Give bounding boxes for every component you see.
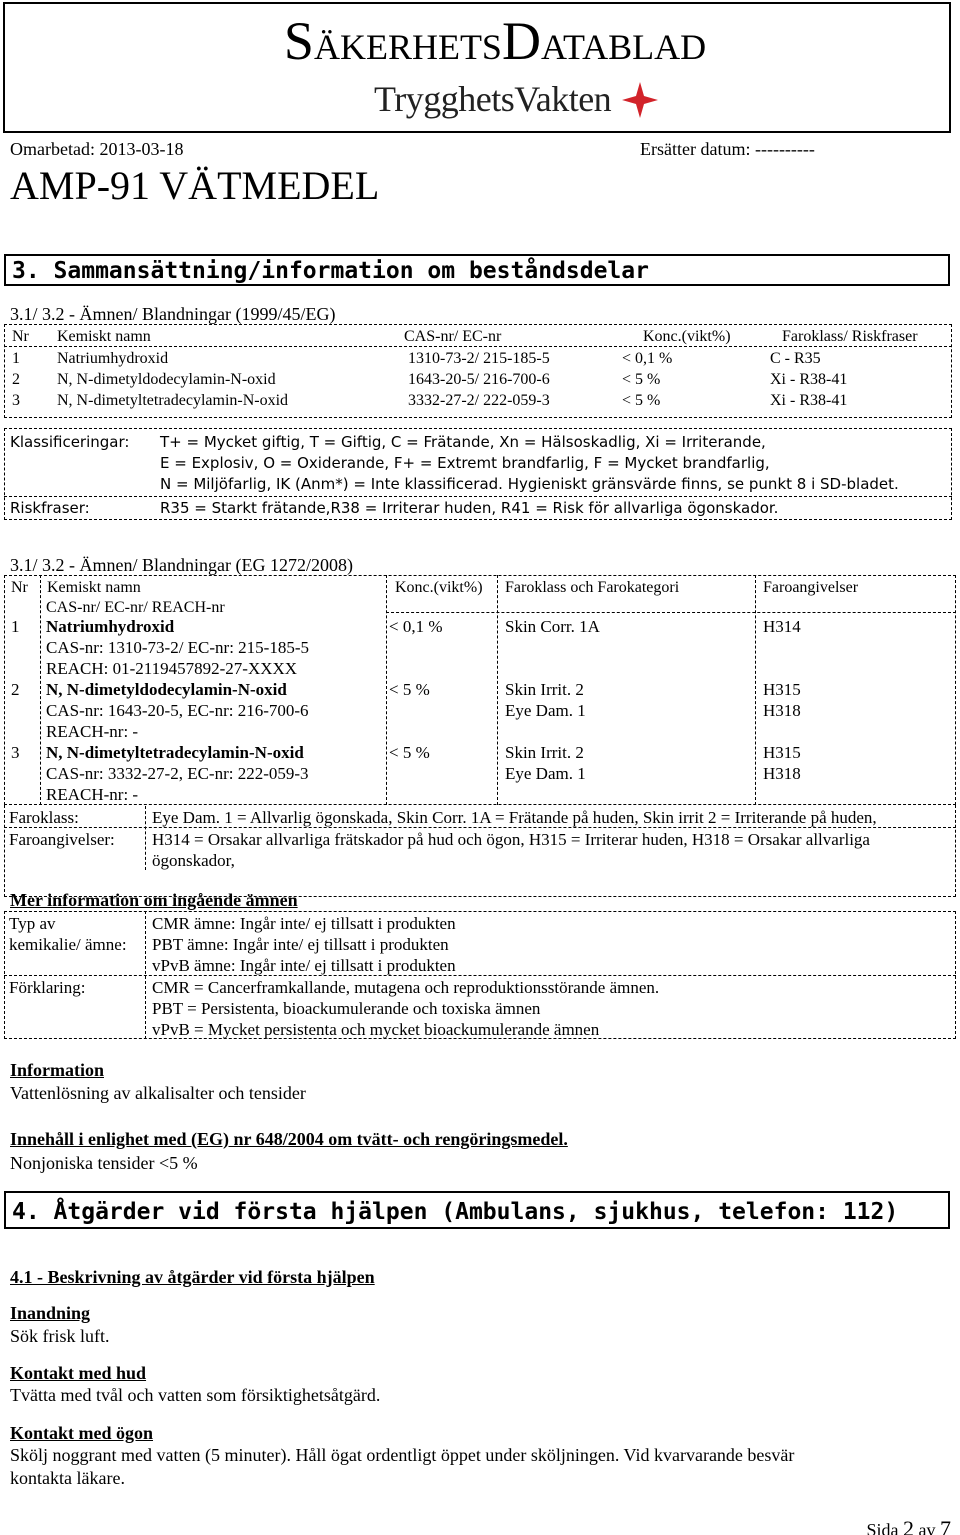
table1-row2-konc: < 5 %: [622, 371, 661, 388]
table2-row3-name: N, N-dimetyltetradecylamin-N-oxid: [46, 743, 304, 762]
table2-row2-h2: H318: [763, 701, 801, 720]
table2-row3-konc: < 5 %: [389, 743, 430, 762]
table1-row1-cas: 1310-73-2/ 215-185-5: [408, 350, 550, 367]
table2-row3-cas: CAS-nr: 3332-27-2, EC-nr: 222-059-3: [46, 764, 309, 783]
table1-row3-name: N, N-dimetyltetradecylamin-N-oxid: [57, 392, 289, 409]
table2-header-konc: Konc.(vikt%): [395, 579, 483, 596]
table2-row3-klass2: Eye Dam. 1: [505, 764, 586, 783]
table2-row3-h2: H318: [763, 764, 801, 783]
typ-line-pbt: PBT ämne: Ingår inte/ ej tillsatt i produkten: [152, 935, 449, 954]
ogon-heading-text: Kontakt med ögon: [10, 1423, 154, 1443]
inandning-heading-text: Inandning: [10, 1303, 91, 1323]
klassificeringar-line1: T+ = Mycket giftig, T = Giftig, C = Frätande, Xn = Hälsoskadlig, Xi = Irriterande,: [160, 433, 766, 451]
title-letter-d: D: [501, 11, 541, 71]
table1-header-cas: CAS-nr/ EC-nr: [404, 328, 502, 345]
table2-row1-cas: CAS-nr: 1310-73-2/ EC-nr: 215-185-5: [46, 638, 310, 657]
typ-line-cmr: CMR ämne: Ingår inte/ ej tillsatt i produkten: [152, 914, 456, 933]
page-sida-label: Sida: [866, 1520, 903, 1535]
table1-row1-name: Natriumhydroxid: [57, 350, 169, 367]
page-current: 2: [903, 1516, 914, 1535]
ogon-heading: [10, 1422, 153, 1444]
faroklass-label: Faroklass:: [9, 808, 79, 827]
brand-logo-text: TrygghetsVakten: [374, 79, 612, 119]
ogon-text-line2: kontakta läkare.: [10, 1468, 125, 1488]
table2-row1-name: Natriumhydroxid: [46, 617, 175, 636]
typ-label-1: Typ av: [9, 914, 56, 933]
hud-text: Tvätta med tvål och vatten som försiktighetsåtgärd.: [10, 1385, 381, 1405]
table2-row3-nr: 3: [11, 743, 20, 762]
table1-header-name: Kemiskt namn: [57, 328, 151, 345]
table1-row2-klass: Xi - R38-41: [770, 371, 848, 388]
forklaring-line-pbt: PBT = Persistenta, bioackumulerande och toxiska ämnen: [152, 999, 541, 1018]
faroangivelser-label: Faroangivelser:: [9, 830, 115, 849]
table1-row1-nr: 1: [12, 350, 20, 367]
table1-row1-konc: < 0,1 %: [622, 350, 673, 367]
table2-header-nr: Nr: [11, 579, 28, 596]
table1-row2-nr: 2: [12, 371, 20, 388]
faroangivelser-line2: ögonskador,: [152, 851, 235, 870]
klassificeringar-label: Klassificeringar:: [10, 433, 130, 451]
page-av-label: av: [914, 1520, 940, 1535]
table2-header-name: Kemiskt namn: [47, 579, 141, 596]
table2-col-divider: [40, 575, 41, 805]
table2-row2-cas: CAS-nr: 1643-20-5, EC-nr: 216-700-6: [46, 701, 309, 720]
product-name: AMP-91 VÄTMEDEL: [10, 163, 380, 208]
faroangivelser-line1: H314 = Orsakar allvarliga frätskador på hud och ögon, H315 = Irriterar huden, H318 = Orsakar allvarliga: [152, 830, 870, 849]
forklaring-line-vpvb: vPvB = Mycket persistenta och mycket bioackumulerande ämnen: [152, 1020, 600, 1039]
table1-title: 3.1/ 3.2 - Ämnen/ Blandningar (1999/45/EG): [10, 304, 336, 324]
typ-line-vpvb: vPvB ämne: Ingår inte/ ej tillsatt i produkten: [152, 956, 456, 975]
page-number: [866, 1516, 951, 1535]
riskfraser-text: R35 = Starkt frätande,R38 = Irriterar huden, R41 = Risk för allvarliga ögonskador.: [160, 499, 779, 517]
table2-row1-reach: REACH: 01-2119457892-27-XXXX: [46, 659, 298, 678]
table2-header-h: Faroangivelser: [763, 579, 859, 596]
table2-row2-konc: < 5 %: [389, 680, 430, 699]
mer-info-col-divider: [145, 911, 146, 1039]
mer-info-heading-text: Mer information om ingående ämnen: [10, 890, 298, 910]
forklaring-line-cmr: CMR = Cancerframkallande, mutagena och reproduktionsstörande ämnen.: [152, 978, 660, 997]
replaces-date: Ersätter datum: ----------: [640, 139, 815, 159]
typ-label-2: kemikalie/ ämne:: [9, 935, 127, 954]
table2-row2-h1: H315: [763, 680, 801, 699]
riskfraser-label: Riskfraser:: [10, 499, 90, 517]
mer-info-heading: [10, 890, 298, 911]
table2-row3-h1: H315: [763, 743, 801, 762]
information-heading: [10, 1059, 104, 1081]
table2-row1-h: H314: [763, 617, 801, 636]
table1-row1-klass: C - R35: [770, 350, 821, 367]
innehall-heading-text: Innehåll i enlighet med (EG) nr 648/2004 om tvätt- och rengöringsmedel.: [10, 1129, 568, 1149]
revised-date: Omarbetad: 2013-03-18: [10, 139, 184, 159]
ogon-text-line1: Skölj noggrant med vatten (5 minuter). Håll ögat ordentligt öppet under sköljningen. Vid kvarvarande besvär: [10, 1445, 795, 1465]
forklaring-label: Förklaring:: [9, 978, 86, 997]
section4-heading: 4. Åtgärder vid första hjälpen (Ambulans, sjukhus, telefon: 112): [4, 1191, 950, 1229]
table1-row2-cas: 1643-20-5/ 216-700-6: [408, 371, 550, 388]
inandning-text: Sök frisk luft.: [10, 1326, 110, 1346]
faroklass-text: Eye Dam. 1 = Allvarlig ögonskada, Skin Corr. 1A = Frätande på huden, Skin irrit 2 = Irriterande på huden,: [152, 808, 877, 827]
table1-row3-cas: 3332-27-2/ 222-059-3: [408, 392, 550, 409]
table2-row3-klass1: Skin Irrit. 2: [505, 743, 584, 762]
information-heading-text: Information: [10, 1060, 104, 1080]
hud-heading-text: Kontakt med hud: [10, 1363, 147, 1383]
page-total: 7: [940, 1516, 951, 1535]
document-title: [0, 10, 960, 72]
table1-row3-konc: < 5 %: [622, 392, 661, 409]
table2-row1-klass: Skin Corr. 1A: [505, 617, 600, 636]
section4-subheading: [10, 1266, 375, 1288]
table2-row2-klass1: Skin Irrit. 2: [505, 680, 584, 699]
table1-header-konc: Konc.(vikt%): [643, 328, 731, 345]
table2-row1-konc: < 0,1 %: [389, 617, 443, 636]
innehall-heading: [10, 1128, 568, 1150]
klassificeringar-line3: N = Miljöfarlig, IK (Anm*) = Inte klassificerad. Hygieniskt gränsvärde finns, se punkt 8 i SD-bladet.: [160, 475, 899, 493]
innehall-text: Nonjoniska tensider <5 %: [10, 1153, 198, 1173]
table1-row3-nr: 3: [12, 392, 20, 409]
section3-heading: 3. Sammansättning/information om beståndsdelar: [4, 254, 950, 286]
table2-row2-reach: REACH-nr: -: [46, 722, 139, 741]
table2-row2-name: N, N-dimetyldodecylamin-N-oxid: [46, 680, 287, 699]
table2-title: 3.1/ 3.2 - Ämnen/ Blandningar (EG 1272/2008): [10, 555, 353, 575]
brand-star-icon: [620, 80, 660, 120]
table1-row3-klass: Xi - R38-41: [770, 392, 848, 409]
mer-info-divider: [4, 911, 956, 976]
klassificeringar-line2: E = Explosiv, O = Oxiderande, F+ = Extremt brandfarlig, F = Mycket brandfarlig,: [160, 454, 770, 472]
table1-header-nr: Nr: [12, 328, 29, 345]
title-letter-s: S: [283, 11, 314, 71]
table2-row1-nr: 1: [11, 617, 20, 636]
table1-header-faroklass: Faroklass/ Riskfraser: [782, 328, 918, 345]
table2-row2-klass2: Eye Dam. 1: [505, 701, 586, 720]
klassificeringar-divider: [4, 496, 952, 497]
title-part2: atablad: [540, 14, 707, 71]
table2-row2-nr: 2: [11, 680, 20, 699]
section4-subheading-text: 4.1 - Beskrivning av åtgärder vid första hjälpen: [10, 1267, 375, 1287]
table2-subheader: CAS-nr/ EC-nr/ REACH-nr: [46, 599, 225, 616]
inandning-heading: [10, 1302, 90, 1324]
title-part1: äkerhets: [313, 14, 502, 71]
hud-heading: [10, 1362, 146, 1384]
table2-footer-col-divider: [145, 806, 146, 870]
table2-row3-reach: REACH-nr: -: [46, 785, 139, 804]
table1-row2-name: N, N-dimetyldodecylamin-N-oxid: [57, 371, 276, 388]
table2-header-klass: Faroklass och Farokategori: [505, 579, 680, 596]
information-text: Vattenlösning av alkalisalter och tensider: [10, 1083, 306, 1103]
